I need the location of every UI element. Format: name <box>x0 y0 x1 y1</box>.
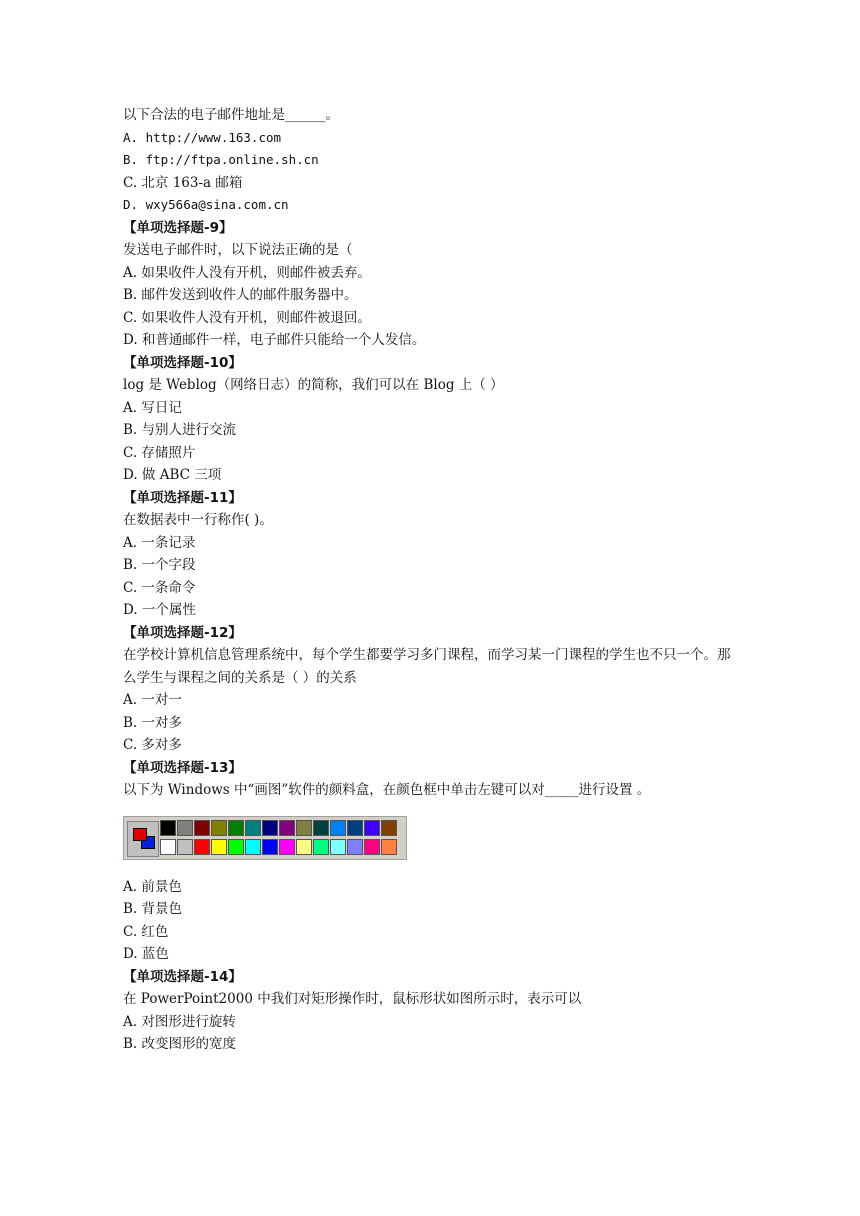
option-a: A. 写日记 <box>123 399 182 416</box>
option-b: B. ftp://ftpa.online.sh.cn <box>123 152 319 167</box>
question-heading: 【单项选择题-11】 <box>123 489 242 506</box>
color-swatch <box>194 839 210 855</box>
color-swatch <box>245 820 261 836</box>
color-swatch <box>330 839 346 855</box>
option-b: B. 背景色 <box>123 901 183 917</box>
color-swatch <box>313 820 329 836</box>
question-heading: 【单项选择题-12】 <box>123 624 242 641</box>
question-heading: 【单项选择题-10】 <box>123 354 242 371</box>
color-swatch <box>228 820 244 836</box>
color-swatch <box>347 839 363 855</box>
option-b: B. 与别人进行交流 <box>123 422 237 438</box>
question-heading: 【单项选择题-14】 <box>123 968 242 985</box>
option-c: C. 一条命令 <box>123 579 196 596</box>
document-body <box>123 104 743 1056</box>
option-d: D. wxy566a@sina.com.cn <box>123 197 289 212</box>
option-b: B. 一对多 <box>123 714 183 731</box>
question-heading: 【单项选择题-13】 <box>123 759 242 776</box>
question-stem: 发送电子邮件时，以下说法正确的是（ <box>123 242 353 258</box>
color-swatch-grid <box>160 820 397 855</box>
color-swatch <box>160 839 176 855</box>
color-swatch <box>262 820 278 836</box>
color-swatch <box>296 839 312 855</box>
option-a: A. http://www.163.com <box>123 129 282 145</box>
option-c: C. 多对多 <box>123 737 182 753</box>
question-stem: log 是 Weblog（网络日志）的简称，我们可以在 Blog 上（ ） <box>123 377 504 393</box>
color-swatch <box>364 839 380 855</box>
question-stem: 在学校计算机信息管理系统中，每个学生都要学习多门课程，而学习某一门课程的学生也不只一个。那么学生与课程之间的关系是（ ）的关系 <box>123 647 731 686</box>
option-a: A. 一条记录 <box>123 534 196 551</box>
option-d: D. 一个属性 <box>123 602 196 618</box>
color-swatch <box>313 839 329 855</box>
color-swatch <box>381 839 397 855</box>
option-b: B. 邮件发送到收件人的邮件服务器中。 <box>123 287 358 303</box>
color-swatch <box>211 839 227 855</box>
color-palette <box>123 816 407 860</box>
color-swatch <box>245 839 261 855</box>
option-a: A. 一对一 <box>123 692 182 708</box>
color-swatch <box>262 839 278 855</box>
color-swatch <box>330 820 346 836</box>
option-c: C. 北京 163-a 邮箱 <box>123 174 243 191</box>
color-swatch <box>381 820 397 836</box>
question-stem: 以下为 Windows 中“画图”软件的颜料盒，在颜色框中单击左键可以对_____进行设置 。 <box>123 782 651 798</box>
option-c: C. 存储照片 <box>123 444 196 461</box>
color-swatch <box>279 839 295 855</box>
color-swatch <box>347 820 363 836</box>
color-swatch <box>296 820 312 836</box>
question-heading: 【单项选择题-9】 <box>123 219 233 236</box>
option-d: D. 和普通邮件一样，电子邮件只能给一个人发信。 <box>123 332 426 348</box>
foreground-color-swatch <box>133 828 147 841</box>
option-d: D. 做 ABC 三项 <box>123 467 222 483</box>
option-a: A. 如果收件人没有开机，则邮件被丢弃。 <box>123 264 371 281</box>
color-swatch <box>211 820 227 836</box>
option-c: C. 如果收件人没有开机，则邮件被退回。 <box>123 309 371 326</box>
color-swatch <box>177 839 193 855</box>
question-stem: 在 PowerPoint2000 中我们对矩形操作时，鼠标形状如图所示时，表示可以 <box>123 991 582 1007</box>
color-swatch <box>160 820 176 836</box>
option-d: D. 蓝色 <box>123 946 169 962</box>
option-a: A. 对图形进行旋转 <box>123 1013 236 1030</box>
color-swatch <box>194 820 210 836</box>
color-swatch <box>364 820 380 836</box>
option-c: C. 红色 <box>123 923 169 940</box>
option-b: B. 一个字段 <box>123 557 196 573</box>
option-a: A. 前景色 <box>123 878 182 895</box>
color-palette-figure <box>123 802 743 876</box>
option-b: B. 改变图形的宽度 <box>123 1036 237 1052</box>
question-stem: 在数据表中一行称作( )。 <box>123 512 273 528</box>
color-swatch <box>279 820 295 836</box>
question-stem: 以下合法的电子邮件地址是______。 <box>123 107 339 123</box>
current-colors-box <box>127 821 159 857</box>
color-swatch <box>177 820 193 836</box>
color-swatch <box>228 839 244 855</box>
